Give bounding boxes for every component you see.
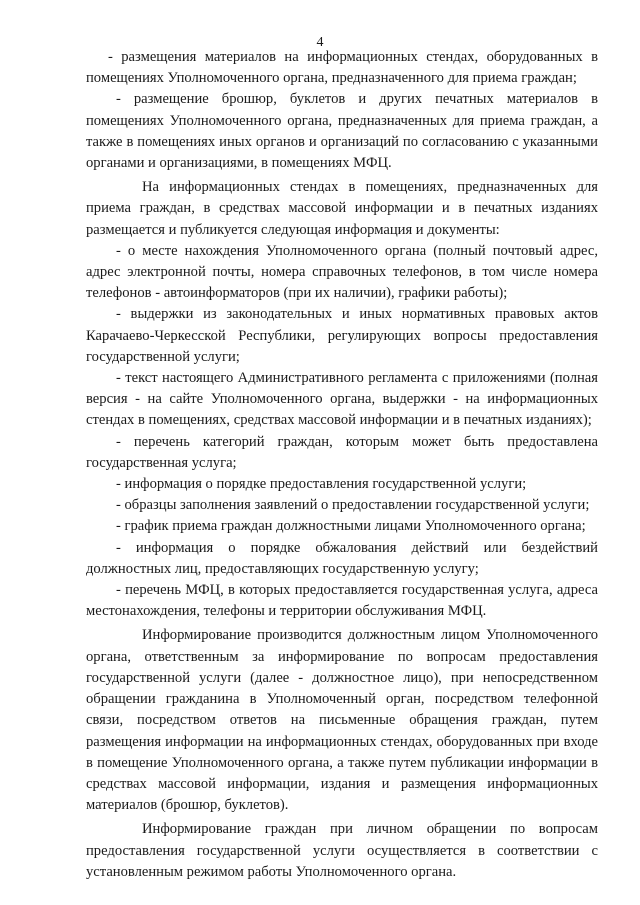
list-item-reception-schedule: - график приема граждан должностными лицами Уполномоченного органа; [116, 518, 586, 535]
list-item-procedure-info: - информация о порядке предоставления государственной услуги; [116, 476, 527, 493]
document-body [86, 47, 598, 883]
list-item-citizen-categories: - перечень категорий граждан, которым может быть предоставлена государственная услуга; [86, 433, 598, 471]
list-item-legal-acts: - выдержки из законодательных и иных нормативных правовых актов Карачаево-Черкесской Республики, регулирующих вопросы предоставления государственной услуги; [86, 306, 598, 365]
paragraph-informing: Информирование производится должностным лицом Уполномоченного органа, ответственным за информирование по вопросам предоставления государственной услуги (далее - должностное лицо), при непосредственном обращении гражданина в Уполномоченный орган, посредством телефонной связи, посредством ответов на письменные обращения граждан, путем размещения информации на информационных стендах, оборудованных при входе в помещение Уполномоченного органа, а также путем публикации информации в средствах массовой информации, издания и размещения информационных материалов (брошюр, буклетов). [86, 627, 598, 814]
list-item-appeal-info: - информация о порядке обжалования действий или бездействий должностных лиц, предоставляющих государственную услугу; [86, 539, 598, 577]
list-item-brochures: - размещение брошюр, буклетов и других печатных материалов в помещениях Уполномоченного органа, предназначенных для приема граждан, а также в помещениях иных органов и организаций по согласованию с указанными органами и организациями, в помещениях МФЦ. [86, 91, 598, 172]
list-item-form-samples: - образцы заполнения заявлений о предоставлении государственной услуги; [116, 497, 590, 514]
list-item-regulation-text: - текст настоящего Административного регламента с приложениями (полная версия - на сайте Уполномоченного органа, выдержки - на информационных стендах в помещениях, средствах массовой информации и в печатных изданиях); [86, 370, 598, 429]
page-number: 4 [316, 35, 324, 50]
list-item-mfc-list: - перечень МФЦ, в которых предоставляется государственная услуга, адреса местонахождения, телефоны и территории обслуживания МФЦ. [86, 582, 598, 620]
paragraph-personal-visit: Информирование граждан при личном обращении по вопросам предоставления государственной услуги осуществляется в соответствии с установленным режимом работы Уполномоченного органа. [86, 821, 598, 880]
paragraph-published-info: На информационных стендах в помещениях, предназначенных для приема граждан, в средствах массовой информации и в печатных изданиях размещается и публикуется следующая информация и документы: [86, 179, 598, 238]
list-item-stands: - размещения материалов на информационных стендах, оборудованных в помещениях Уполномоченного органа, предназначенного для приема граждан; [86, 49, 598, 87]
list-item-location: - о месте нахождения Уполномоченного органа (полный почтовый адрес, адрес электронной почты, номера справочных телефонов, в том числе номера телефонов - автоинформаторов (при их наличии), графики работы); [86, 242, 598, 302]
